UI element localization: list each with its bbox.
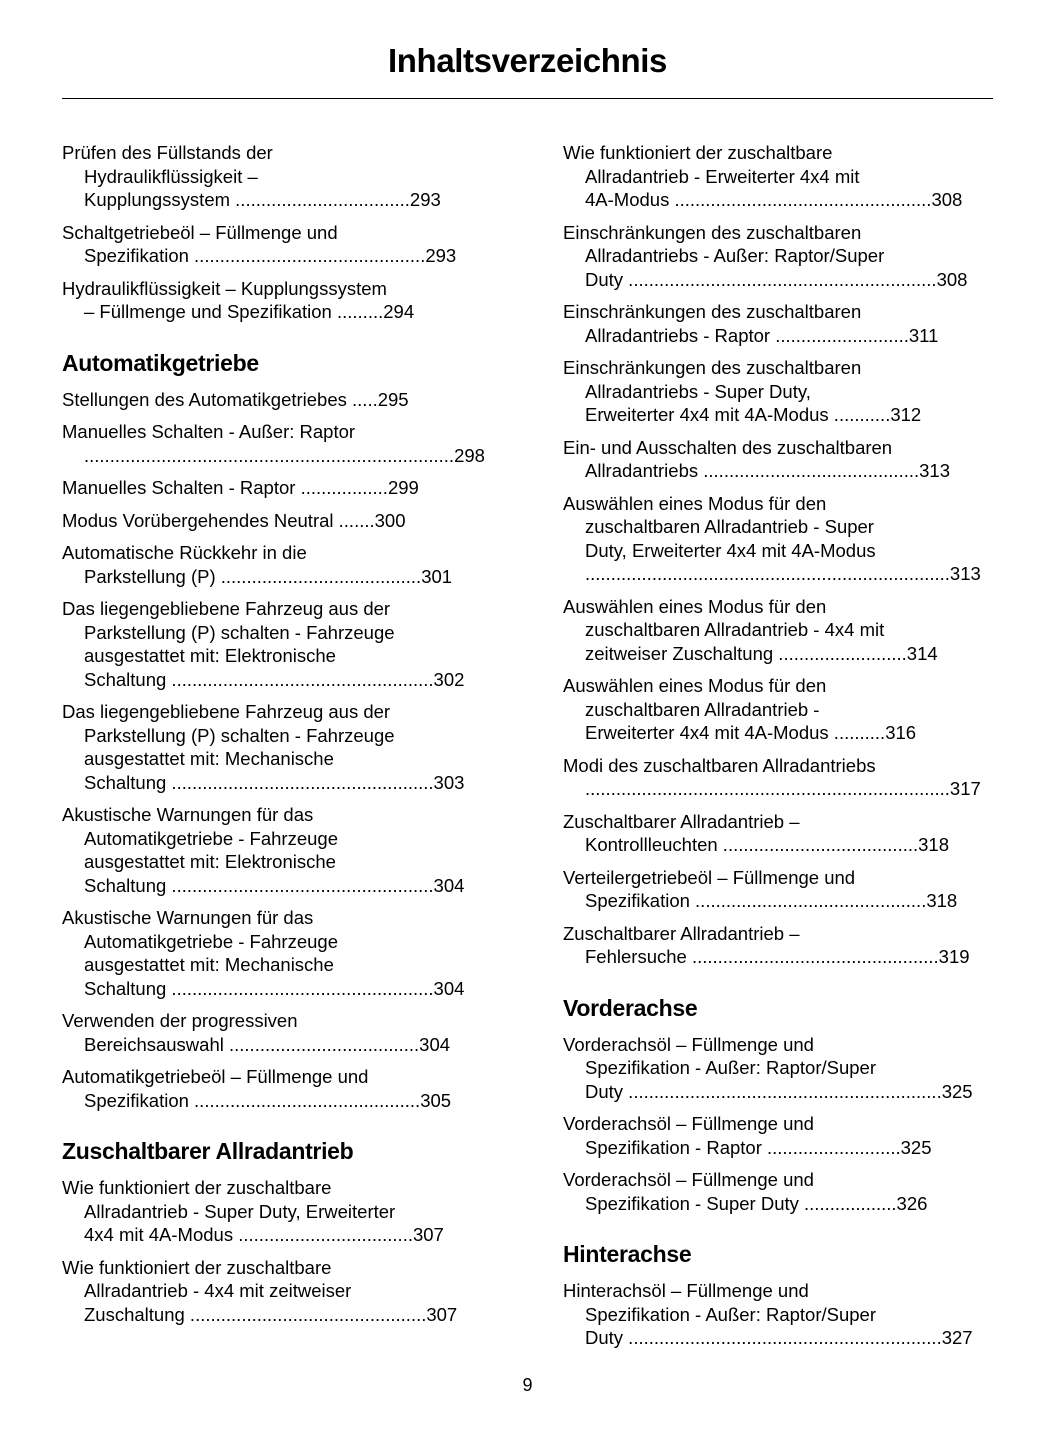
toc-entry-line: Einschränkungen des zuschaltbaren (563, 221, 862, 243)
toc-entry[interactable] (62, 803, 517, 897)
toc-entry-line: 4A-Modus ..................................................308 (585, 189, 963, 210)
toc-entry-line: ........................................................................298 (84, 444, 485, 466)
toc-entry-line: Bereichsauswahl .....................................304 (84, 1033, 451, 1055)
toc-entry[interactable] (563, 300, 1018, 347)
toc-entry-line: Wie funktioniert der zuschaltbare (563, 142, 833, 163)
toc-entry-line: Spezifikation ............................................305 (84, 1089, 452, 1111)
toc-entry-line: Erweiterter 4x4 mit 4A-Modus ...........312 (585, 404, 922, 425)
toc-entry-line: Duty .............................................................327 (585, 1327, 973, 1348)
toc-entry-line: zuschaltbaren Allradantrieb - Super (585, 516, 874, 537)
title-divider (62, 98, 993, 99)
toc-entry[interactable] (563, 141, 1018, 212)
toc-columns (62, 141, 993, 1359)
toc-entry-line: ausgestattet mit: Mechanische (84, 954, 334, 975)
toc-entry-line: Das liegengebliebene Fahrzeug aus der (62, 701, 391, 722)
toc-entry[interactable] (62, 420, 517, 467)
toc-entry-line: Duty .............................................................325 (585, 1080, 973, 1102)
toc-entry[interactable] (62, 906, 517, 1000)
toc-entry[interactable] (563, 1168, 1018, 1215)
toc-entry[interactable] (62, 509, 517, 533)
toc-entry[interactable] (563, 810, 1018, 857)
toc-entry-line: Vorderachsöl – Füllmenge und (563, 1033, 814, 1055)
toc-entry-line: .......................................................................317 (585, 778, 981, 799)
toc-entry-line: Verteilergetriebeöl – Füllmenge und (563, 866, 856, 888)
toc-entry-line: Akustische Warnungen für das (62, 804, 314, 825)
toc-entry-line: .......................................................................313 (585, 563, 981, 584)
toc-entry[interactable] (62, 277, 517, 324)
toc-entry-line: Einschränkungen des zuschaltbaren (563, 357, 862, 378)
toc-entry[interactable] (62, 700, 517, 794)
toc-entry-line: 4x4 mit 4A-Modus ..................................307 (84, 1224, 444, 1245)
toc-entry-line: ausgestattet mit: Elektronische (84, 645, 336, 666)
toc-entry[interactable] (563, 492, 1018, 586)
toc-entry-line: Das liegengebliebene Fahrzeug aus der (62, 598, 391, 619)
toc-entry[interactable] (62, 1176, 517, 1247)
toc-entry-line: Verwenden der progressiven (62, 1010, 298, 1031)
toc-entry-line: Manuelles Schalten - Raptor .................299 (62, 477, 419, 498)
toc-entry[interactable] (62, 221, 517, 268)
toc-entry-line: Parkstellung (P) schalten - Fahrzeuge (84, 724, 395, 746)
toc-entry[interactable] (62, 1256, 517, 1327)
toc-entry-line: Akustische Warnungen für das (62, 907, 314, 928)
toc-entry-line: Auswählen eines Modus für den (563, 595, 827, 617)
toc-entry-line: Allradantrieb - Super Duty, Erweiterter (84, 1200, 396, 1222)
toc-entry[interactable] (62, 541, 517, 588)
toc-entry-line: Manuelles Schalten - Außer: Raptor (62, 421, 356, 442)
toc-entry-line: Allradantriebs - Außer: Raptor/Super (585, 245, 885, 266)
toc-entry-line: Kupplungssystem ..................................293 (84, 189, 441, 210)
toc-entry-line: Spezifikation - Außer: Raptor/Super (585, 1303, 877, 1325)
toc-entry-line: Duty ............................................................308 (585, 268, 968, 290)
toc-section-heading: Vorderachse (563, 994, 698, 1021)
toc-entry[interactable] (563, 1033, 1018, 1104)
toc-section-heading: Hinterachse (563, 1241, 692, 1267)
toc-entry-line: Schaltung ...................................................304 (84, 874, 465, 896)
toc-entry-line: zeitweiser Zuschaltung .........................314 (585, 642, 938, 664)
toc-entry-line: zuschaltbaren Allradantrieb - 4x4 mit (585, 619, 885, 640)
toc-entry-line: Auswählen eines Modus für den (563, 675, 827, 696)
toc-entry[interactable] (62, 1009, 517, 1056)
toc-entry[interactable] (563, 922, 1018, 969)
toc-entry[interactable] (563, 674, 1018, 745)
toc-entry-line: Hinterachsöl – Füllmenge und (563, 1280, 809, 1301)
toc-entry[interactable] (563, 866, 1018, 913)
toc-entry-line: Hydraulikflüssigkeit – Kupplungssystem (62, 277, 387, 299)
toc-entry-line: Allradantriebs ..........................................313 (585, 460, 950, 481)
toc-section-heading: Zuschaltbarer Allradantrieb (62, 1138, 354, 1164)
toc-entry-line: Hydraulikflüssigkeit – (84, 165, 258, 187)
toc-entry-line: Modi des zuschaltbaren Allradantriebs (563, 754, 876, 776)
toc-entry-line: Schaltung ...................................................302 (84, 668, 465, 690)
toc-entry-line: Kontrollleuchten ......................................318 (585, 834, 949, 855)
toc-entry-line: – Füllmenge und Spezifikation .........294 (84, 301, 415, 322)
toc-entry-line: Duty, Erweiterter 4x4 mit 4A-Modus (585, 539, 876, 561)
toc-entry-line: Wie funktioniert der zuschaltbare (62, 1256, 332, 1278)
toc-entry-line: Automatikgetriebeöl – Füllmenge und (62, 1066, 369, 1087)
toc-entry-line: Spezifikation - Super Duty ..................326 (585, 1192, 928, 1214)
toc-entry-line: Schaltung ...................................................304 (84, 977, 465, 999)
toc-entry-line: Parkstellung (P) .......................................301 (84, 565, 453, 587)
toc-entry-line: Zuschaltung ..............................................307 (84, 1303, 458, 1325)
toc-entry[interactable] (62, 141, 517, 212)
toc-entry-line: Schaltung ...................................................303 (84, 771, 465, 793)
toc-entry[interactable] (62, 476, 517, 500)
toc-entry-line: ausgestattet mit: Elektronische (84, 851, 336, 872)
toc-entry-line: Ein- und Ausschalten des zuschaltbaren (563, 436, 893, 458)
toc-entry-line: Vorderachsöl – Füllmenge und (563, 1169, 814, 1190)
toc-entry-line: Zuschaltbarer Allradantrieb – (563, 922, 800, 944)
toc-entry[interactable] (563, 436, 1018, 483)
toc-entry-line: Allradantriebs - Super Duty, (585, 380, 811, 402)
toc-entry-line: Einschränkungen des zuschaltbaren (563, 301, 862, 322)
toc-entry-line: Schaltgetriebeöl – Füllmenge und (62, 221, 338, 243)
toc-section-heading: Automatikgetriebe (62, 349, 259, 376)
toc-entry[interactable] (563, 356, 1018, 427)
toc-entry-line: Automatische Rückkehr in die (62, 542, 307, 563)
toc-entry-line: Allradantrieb - Erweiterter 4x4 mit (585, 165, 860, 187)
toc-entry-line: Vorderachsöl – Füllmenge und (563, 1113, 814, 1134)
toc-entry-line: zuschaltbaren Allradantrieb - (585, 698, 820, 720)
toc-entry[interactable] (563, 595, 1018, 666)
toc-entry-line: Zuschaltbarer Allradantrieb – (563, 810, 800, 832)
toc-entry[interactable] (563, 754, 1018, 801)
toc-entry[interactable] (62, 597, 517, 691)
page-title: Inhaltsverzeichnis (388, 42, 667, 79)
toc-entry-line: Allradantriebs - Raptor ..........................311 (585, 324, 939, 346)
toc-entry-line: Auswählen eines Modus für den (563, 492, 827, 514)
toc-entry-line: Spezifikation - Raptor ..........................325 (585, 1136, 932, 1158)
toc-entry-line: Allradantrieb - 4x4 mit zeitweiser (84, 1280, 352, 1301)
toc-entry-line: ausgestattet mit: Mechanische (84, 748, 334, 769)
toc-entry-line: Stellungen des Automatikgetriebes .....295 (62, 388, 409, 410)
toc-entry-line: Spezifikation - Außer: Raptor/Super (585, 1057, 877, 1078)
toc-entry[interactable] (563, 1279, 1018, 1350)
toc-entry-line: Wie funktioniert der zuschaltbare (62, 1177, 332, 1198)
toc-entry-line: Spezifikation .............................................318 (585, 890, 958, 911)
toc-entry[interactable] (62, 388, 517, 412)
toc-entry-line: Fehlersuche ................................................319 (585, 946, 970, 967)
toc-entry-line: Spezifikation .............................................293 (84, 245, 457, 266)
toc-entry-line: Automatikgetriebe - Fahrzeuge (84, 930, 338, 952)
toc-entry-line: Automatikgetriebe - Fahrzeuge (84, 827, 338, 849)
toc-entry-line: Parkstellung (P) schalten - Fahrzeuge (84, 621, 395, 643)
toc-entry[interactable] (62, 1065, 517, 1112)
toc-entry-line: Erweiterter 4x4 mit 4A-Modus ..........316 (585, 722, 917, 743)
toc-left-column (62, 141, 517, 1359)
toc-entry[interactable] (563, 1112, 1018, 1159)
toc-right-column (563, 141, 1018, 1359)
toc-entry-line: Modus Vorübergehendes Neutral .......300 (62, 509, 406, 531)
page-number: 9 (522, 1375, 533, 1395)
toc-entry[interactable] (563, 221, 1018, 292)
toc-entry-line: Prüfen des Füllstands der (62, 142, 273, 163)
